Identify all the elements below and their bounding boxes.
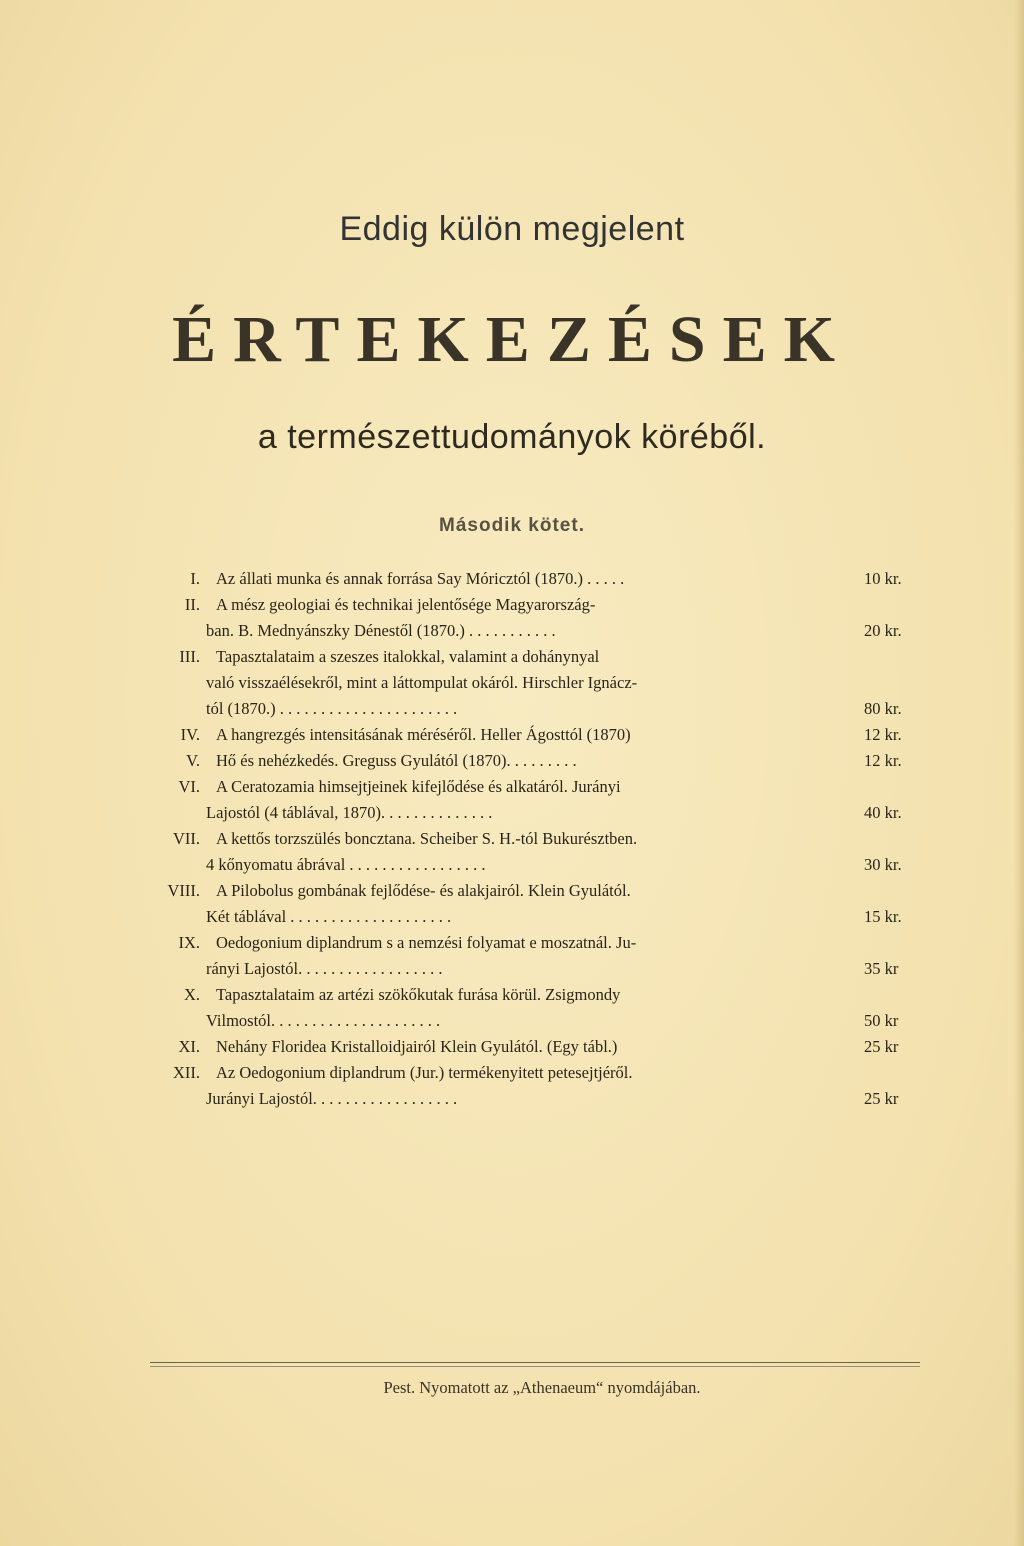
toc-entry-number: VIII. (167, 881, 200, 900)
toc-entry-number: X. (183, 985, 200, 1004)
toc-entry-text: rányi Lajostól. . . . . . . . . . . . . . . . . . (206, 959, 443, 978)
toc-row (0, 618, 1024, 644)
toc-entry-price: 12 kr. (864, 725, 902, 744)
toc-entry-number: XI. (178, 1037, 200, 1056)
toc-entry-text: Két táblával . . . . . . . . . . . . . . . . . . . . (206, 907, 452, 926)
toc-entry-price: 10 kr. (864, 569, 902, 588)
toc-row (0, 1060, 1024, 1086)
toc-entry-price: 12 kr. (864, 751, 902, 770)
toc-entry-price: 50 kr (864, 1011, 899, 1030)
toc-entry-text: való visszaélésekről, mint a láttompulat okáról. Hirschler Ignácz- (206, 673, 638, 692)
toc-entry-text: Oedogonium diplandrum s a nemzési folyamat e moszatnál. Ju- (216, 933, 637, 952)
toc-entry-number: II. (184, 595, 200, 614)
toc-entry-price: 25 kr (864, 1037, 899, 1056)
toc-entry-text: tól (1870.) . . . . . . . . . . . . . . . . . . . . . . (206, 699, 458, 718)
toc-entry-price: 80 kr. (864, 699, 902, 718)
toc-row (0, 904, 1024, 930)
toc-entry-text: A Pilobolus gombának fejlődése- és alakjairól. Klein Gyulától. (216, 881, 631, 900)
toc-row (0, 1034, 1024, 1060)
toc-entry-text: A kettős torzszülés boncztana. Scheiber S. H.-tól Bukurésztben. (216, 829, 638, 848)
imprint: Pest. Nyomatott az „Athenaeum“ nyomdájában. (383, 1378, 701, 1397)
footer-rule-thin (150, 1366, 920, 1367)
page-subtitle: a természettudományok köréből. (257, 418, 767, 456)
toc-row (0, 878, 1024, 904)
toc-row (0, 696, 1024, 722)
toc-entry-price: 15 kr. (864, 907, 902, 926)
toc-row (0, 774, 1024, 800)
toc-row (0, 1008, 1024, 1034)
toc-entry-number: I. (190, 569, 200, 588)
toc-entry-price: 30 kr. (864, 855, 902, 874)
toc-entry-text: 4 kőnyomatu ábrával . . . . . . . . . . . . . . . . . (206, 855, 486, 874)
heading-line1: Eddig külön megjelent (339, 210, 685, 248)
toc-entry-number: III. (179, 647, 200, 666)
toc-row (0, 852, 1024, 878)
toc-row (0, 670, 1024, 696)
toc-entry-text: Az állati munka és annak forrása Say Móricztól (1870.) . . . . . (216, 569, 625, 588)
toc-entry-number: V. (186, 751, 200, 770)
footer-rule (150, 1362, 920, 1363)
toc-row (0, 592, 1024, 618)
toc-entry-number: IV. (180, 725, 200, 744)
toc-entry-text: ban. B. Mednyánszky Dénestől (1870.) . . . . . . . . . . . (206, 621, 556, 640)
toc-entry-text: Hő és nehézkedés. Greguss Gyulától (1870). . . . . . . . . (216, 751, 577, 770)
toc-entry-number: XII. (172, 1063, 200, 1082)
toc-row (0, 1086, 1024, 1112)
toc-entry-number: IX. (178, 933, 200, 952)
volume-label: Második kötet. (439, 515, 585, 536)
toc-row (0, 644, 1024, 670)
toc-entry-number: VII. (172, 829, 200, 848)
toc-entry-number: VI. (178, 777, 200, 796)
toc-entry-text: A mész geologiai és technikai jelentősége Magyarország- (216, 595, 596, 614)
toc-row (0, 800, 1024, 826)
toc-entry-text: A Ceratozamia himsejtjeinek kifejlődése és alkatáról. Jurányi (216, 777, 621, 796)
toc-entry-text: Jurányi Lajostól. . . . . . . . . . . . . . . . . . (206, 1089, 458, 1108)
toc-row (0, 930, 1024, 956)
toc-entry-text: Nehány Floridea Kristalloidjairól Klein Gyulától. (Egy tábl.) (216, 1037, 618, 1056)
toc-row (0, 722, 1024, 748)
toc-entry-text: Az Oedogonium diplandrum (Jur.) termékenyitett petesejtjéről. (216, 1063, 633, 1082)
page-title: ÉRTEKEZÉSEK (172, 303, 852, 376)
toc-entry-text: Lajostól (4 táblával, 1870). . . . . . . . . . . . . . (206, 803, 493, 822)
toc-entry-price: 35 kr (864, 959, 899, 978)
toc-entry-text: Vilmostól. . . . . . . . . . . . . . . . . . . . . (206, 1011, 441, 1030)
toc-entry-text: Tapasztalataim az artézi szökőkutak furása körül. Zsigmondy (216, 985, 621, 1004)
toc-entry-text: Tapasztalataim a szeszes italokkal, valamint a dohánynyal (216, 647, 600, 666)
toc-row (0, 748, 1024, 774)
toc-entry-price: 20 kr. (864, 621, 902, 640)
toc-row (0, 566, 1024, 592)
toc-row (0, 956, 1024, 982)
toc-entry-price: 25 kr (864, 1089, 899, 1108)
toc-entry-text: A hangrezgés intensitásának méréséről. Heller Ágosttól (1870) (216, 725, 631, 744)
toc-row (0, 826, 1024, 852)
toc-entry-price: 40 kr. (864, 803, 902, 822)
toc-row (0, 982, 1024, 1008)
